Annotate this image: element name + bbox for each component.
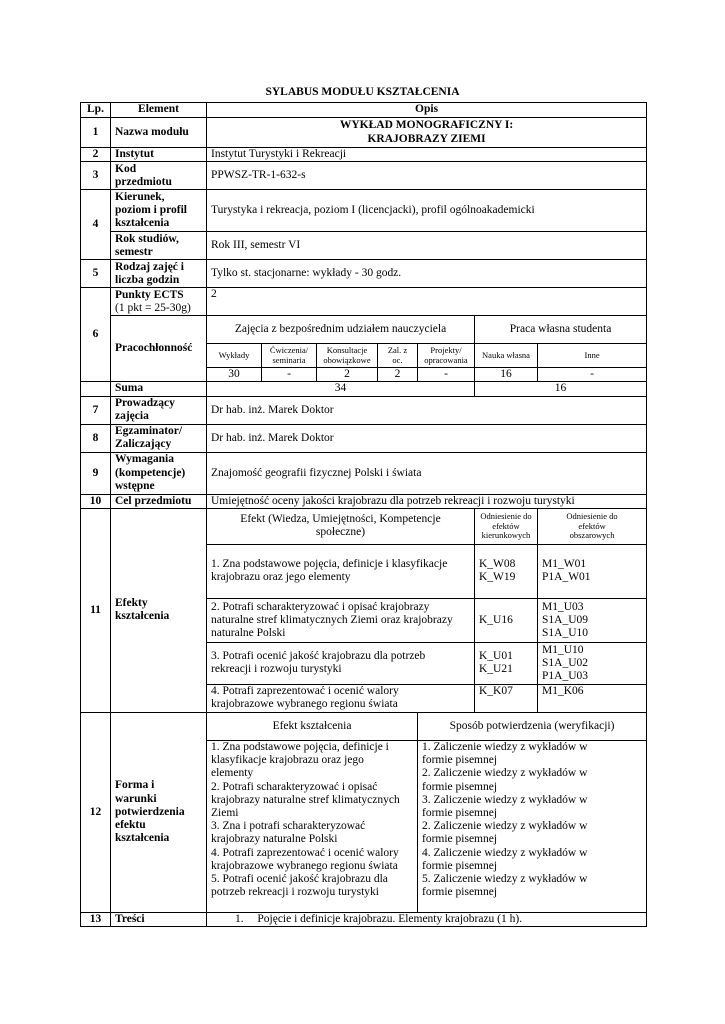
element-line: Forma i	[115, 779, 155, 792]
list-item: krajobrazy naturalne Polski	[211, 833, 338, 846]
row-element	[111, 508, 207, 712]
ref-code: S1A_U02	[542, 656, 589, 669]
element-line: potwierdzenia	[115, 805, 185, 818]
verification-effects-list	[207, 740, 418, 912]
workload-col: Konsultacje obowiązkowe	[317, 344, 378, 368]
workload-value: -	[538, 368, 647, 382]
verification-methods-list	[418, 740, 647, 912]
list-item: elementy	[211, 767, 254, 780]
ref-code: S1A_U10	[542, 626, 589, 639]
ref-code: K_U01	[479, 650, 513, 663]
effect-line: naturalne Polski	[211, 626, 286, 639]
row-element	[111, 712, 207, 912]
row-element	[111, 162, 207, 190]
sum-contact: 34	[207, 382, 475, 396]
element-line: Efekty	[115, 597, 148, 610]
ref-code: M1_W01	[542, 558, 587, 571]
element-line: przedmiotu	[115, 175, 172, 188]
row-value: Umiejętność oceny jakości krajobrazu dla potrzeb rekreacji i rozwoju turystyki	[207, 494, 647, 508]
list-item: 4. Zaliczenie wiedzy z wykładów w	[422, 846, 588, 859]
workload-col: Zal. z oc.	[378, 344, 418, 368]
workload-value: 16	[475, 368, 538, 382]
row-element	[111, 424, 207, 452]
list-item: krajobrazy naturalne stref klimatycznych	[211, 793, 400, 806]
syllabus-table	[80, 102, 647, 927]
workload-value: 2	[378, 368, 418, 382]
element-line: Wymagania	[115, 453, 174, 466]
header-opis: Opis	[207, 103, 647, 118]
element-line: Kod	[115, 162, 137, 175]
ref-code: K_U16	[479, 613, 513, 626]
effect-text	[207, 598, 475, 642]
workload-col: Projekty/ opracowania	[418, 344, 475, 368]
row-element: Cel przedmiotu	[111, 494, 207, 508]
element-line: warunki	[115, 792, 157, 805]
element-line: Zaliczający	[115, 438, 172, 451]
element-line: Rok studiów,	[115, 232, 179, 245]
effects-header-row	[81, 508, 647, 544]
content-item	[207, 912, 647, 926]
effect-text	[207, 684, 475, 712]
effect-area-ref	[538, 684, 647, 712]
list-item: formie pisemnej	[422, 806, 498, 819]
ref-code: K_K07	[479, 684, 513, 697]
header-line: Odniesienie do	[480, 511, 532, 522]
header-line: Odniesienie do	[566, 511, 618, 522]
list-item: formie pisemnej	[422, 859, 498, 872]
row-lp: 7	[81, 396, 111, 424]
verification-effect-header: Efekt kształcenia	[207, 712, 418, 740]
row-element	[111, 396, 207, 424]
list-item: 1. Zna podstawowe pojęcia, definicje i	[211, 740, 389, 753]
ref-code: M1_U03	[542, 600, 584, 613]
effect-line: rekreacji i rozwoju turystyki	[211, 663, 342, 676]
row-lp: 1	[81, 118, 111, 148]
row-lp: 4	[81, 190, 111, 260]
list-item: potrzeb rekreacji i rozwoju turystyki	[211, 886, 379, 899]
effect-area-ref	[538, 642, 647, 684]
row-value: Znajomość geografii fizycznej Polski i świata	[207, 452, 647, 494]
table-row	[81, 148, 647, 162]
row-element: Treści	[111, 912, 207, 926]
list-item: 4. Potrafi zaprezentować i ocenić walory	[211, 846, 399, 859]
row-element	[111, 260, 207, 288]
sum-self: 16	[475, 382, 647, 396]
module-name-line: WYKŁAD MONOGRAFICZNY I:	[339, 119, 514, 132]
header-line: efektów	[578, 520, 606, 531]
table-row	[81, 452, 647, 494]
effect-line: krajobrazowe wybranego regionu świata	[211, 698, 398, 711]
list-item: formie pisemnej	[422, 780, 498, 793]
row-value: Dr hab. inż. Marek Doktor	[207, 424, 647, 452]
effect-text	[207, 544, 475, 598]
element-line: liczba godzin	[115, 273, 180, 286]
list-item: 2. Potrafi scharakteryzować i opisać	[211, 780, 378, 793]
list-item: 1. Zaliczenie wiedzy z wykładów w	[422, 740, 588, 753]
ects-sub: (1 pkt = 25-30g)	[115, 301, 191, 314]
ref-code: K_W08	[479, 558, 516, 571]
workload-label: Pracochłonność	[111, 316, 207, 382]
element-line: Kierunek,	[115, 190, 165, 203]
workload-value: -	[418, 368, 475, 382]
ref-code: P1A_W01	[542, 571, 591, 584]
effect-line: 2. Potrafi scharakteryzować i opisać krajobrazy	[211, 600, 430, 613]
list-item: formie pisemnej	[422, 754, 498, 767]
element-line: (kompetencje)	[115, 466, 186, 479]
row-value: Tylko st. stacjonarne: wykłady - 30 godz.	[207, 260, 647, 288]
content-item-text: Pojęcie i definicje krajobrazu. Elementy krajobrazu (1 h).	[257, 912, 523, 925]
ref-code: M1_K06	[542, 684, 584, 697]
table-row	[81, 494, 647, 508]
effect-line: naturalne stref klimatycznych Ziemi oraz krajobrazy	[211, 613, 453, 626]
element-line: kształcenia	[115, 610, 170, 623]
workload-col: Wykłady	[207, 344, 262, 368]
element-line: kształcenia	[115, 217, 170, 230]
element-line: Egzaminator/	[115, 424, 183, 437]
element-line: Punkty ECTS	[115, 288, 184, 301]
ects-label	[111, 288, 207, 316]
list-item: Ziemi	[211, 806, 239, 819]
list-item: formie pisemnej	[422, 833, 498, 846]
element-line: wstępne	[115, 479, 155, 492]
table-row	[81, 118, 647, 148]
workload-col: Ćwiczenia/ seminaria	[262, 344, 317, 368]
effect-direction-ref	[475, 544, 538, 598]
table-row	[81, 912, 647, 926]
row-value: PPWSZ-TR-1-632-s	[207, 162, 647, 190]
effect-line: 1. Zna podstawowe pojęcia, definicje i klasyfikacje	[211, 558, 448, 571]
row-lp: 6	[81, 288, 111, 382]
row-value: Turystyka i rekreacja, poziom I (licencjacki), profil ogólnoakademicki	[207, 190, 647, 232]
effect-area-ref	[538, 598, 647, 642]
table-row	[81, 424, 647, 452]
row-lp: 10	[81, 494, 111, 508]
list-item: 2. Zaliczenie wiedzy z wykładów w	[422, 820, 588, 833]
ref-code: P1A_U03	[542, 669, 589, 682]
effect-area-ref	[538, 544, 647, 598]
effect-line: 4. Potrafi zaprezentować i ocenić walory	[211, 685, 399, 698]
effects-header-line: Efekt (Wiedza, Umiejętności, Kompetencje	[240, 513, 441, 526]
list-item: 5. Potrafi ocenić jakość krajobrazu dla	[211, 873, 388, 886]
module-name-line: KRAJOBRAZY ZIEMI	[367, 132, 486, 145]
sum-row	[81, 382, 647, 396]
sum-label: Suma	[111, 382, 207, 396]
direction-ref-header	[475, 508, 538, 544]
table-header-row	[81, 103, 647, 118]
ref-code: K_U21	[479, 663, 513, 676]
row-lp: 2	[81, 148, 111, 162]
element-line: poziom i profil	[115, 204, 187, 217]
ref-code: M1_U10	[542, 643, 584, 656]
area-ref-header	[538, 508, 647, 544]
list-item: 3. Zna i potrafi scharakteryzować	[211, 820, 366, 833]
row-element	[111, 190, 207, 232]
row-element: Instytut	[111, 148, 207, 162]
table-row	[81, 396, 647, 424]
row-value: Dr hab. inż. Marek Doktor	[207, 396, 647, 424]
workload-col: Nauka własna	[475, 344, 538, 368]
table-row	[81, 232, 647, 260]
row-value: Instytut Turystyki i Rekreacji	[207, 148, 647, 162]
row-value: Rok III, semestr VI	[207, 232, 647, 260]
list-item: 5. Zaliczenie wiedzy z wykładów w	[422, 873, 588, 886]
header-lp: Lp.	[81, 103, 111, 118]
header-line: kierunkowych	[481, 530, 531, 541]
list-item: klasyfikacje krajobrazu oraz jego	[211, 754, 364, 767]
list-item: formie pisemnej	[422, 886, 498, 899]
workload-col: Inne	[538, 344, 647, 368]
list-item: krajobrazowe wybranego regionu świata	[211, 859, 398, 872]
element-line: Prowadzący	[115, 396, 175, 409]
ref-code: S1A_U09	[542, 613, 589, 626]
row-element	[111, 452, 207, 494]
row-element: Nazwa modułu	[111, 118, 207, 148]
table-row	[81, 190, 647, 232]
verification-header-row	[81, 712, 647, 740]
effect-direction-ref	[475, 598, 538, 642]
effect-direction-ref	[475, 642, 538, 684]
row-lp: 8	[81, 424, 111, 452]
workload-value: 30	[207, 368, 262, 382]
row-element	[111, 232, 207, 260]
effect-direction-ref	[475, 684, 538, 712]
row-lp: 9	[81, 452, 111, 494]
header-line: obszarowych	[569, 530, 615, 541]
effects-header	[207, 508, 475, 544]
effects-header-line: społeczne)	[315, 526, 366, 539]
module-name	[207, 118, 647, 148]
effect-line: 3. Potrafi ocenić jakość krajobrazu dla potrzeb	[211, 650, 426, 663]
table-row	[81, 316, 647, 344]
effect-line: krajobrazu oraz jego elementy	[211, 571, 351, 584]
element-line: zajęcia	[115, 410, 149, 423]
element-line: kształcenia	[115, 832, 170, 845]
element-line: efektu	[115, 818, 146, 831]
row-lp: 3	[81, 162, 111, 190]
list-item: 2. Zaliczenie wiedzy z wykładów w	[422, 767, 588, 780]
list-item: 3. Zaliczenie wiedzy z wykładów w	[422, 793, 588, 806]
row-lp: 5	[81, 260, 111, 288]
workload-value: 2	[317, 368, 378, 382]
table-row	[81, 260, 647, 288]
verification-method-header: Sposób potwierdzenia (weryfikacji)	[418, 712, 647, 740]
contact-hours-header: Zajęcia z bezpośrednim udziałem nauczyciela	[207, 316, 475, 344]
ref-code: K_W19	[479, 571, 516, 584]
workload-value: -	[262, 368, 317, 382]
row-lp: 11	[81, 508, 111, 712]
content-item-number: 1.	[235, 912, 244, 925]
header-element: Element	[111, 103, 207, 118]
element-line: semestr	[115, 245, 153, 258]
self-study-header: Praca własna studenta	[475, 316, 647, 344]
header-line: efektów	[492, 520, 520, 531]
effect-text	[207, 642, 475, 684]
table-row	[81, 162, 647, 190]
table-row	[81, 288, 647, 316]
row-lp: 13	[81, 912, 111, 926]
document-title: SYLABUS MODUŁU KSZTAŁCENIA	[265, 86, 460, 98]
element-line: Rodzaj zajęć i	[115, 260, 184, 273]
row-lp: 12	[81, 712, 111, 912]
ects-value: 2	[207, 288, 647, 316]
